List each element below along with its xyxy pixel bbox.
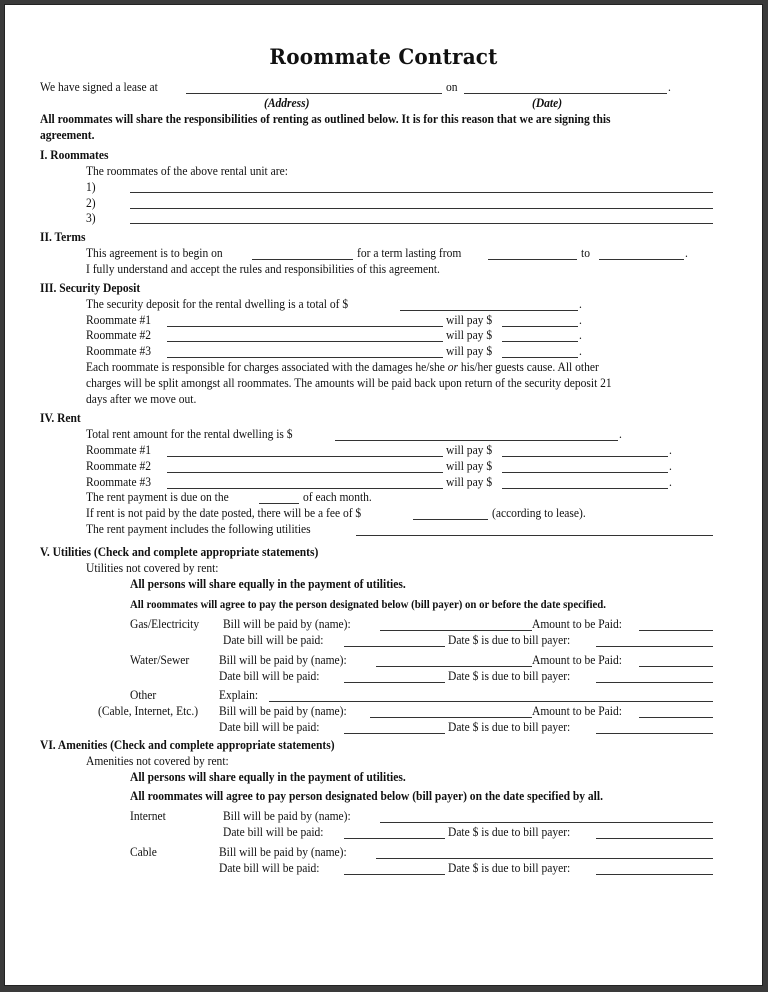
on-text: on [446,80,458,94]
utilities-heading: V. Utilities (Check and complete appropriate statements) [40,545,319,559]
rent-roommate-2-pay: will pay $ [446,459,493,473]
rent-total-field[interactable] [335,440,618,441]
security-roommate-1-name-field[interactable] [167,326,443,327]
rent-due-text: The rent payment is due on the [86,490,229,504]
rent-roommate-3-name-field[interactable] [167,488,443,489]
period: . [685,246,688,260]
water-bill-payer-field[interactable] [376,666,532,667]
security-paragraph-line2: charges will be split amongst all roommates. The amounts will be paid back upon return of the security deposit 21 [86,376,612,390]
utilities-share-equally: All persons will share equally in the payment of utilities. [130,577,406,591]
other-date-paid-field[interactable] [344,733,445,734]
roommate-2-name-field[interactable] [130,208,713,209]
begin-date-field[interactable] [252,259,353,260]
roommate-1-name-field[interactable] [130,192,713,193]
security-total-text: The security deposit for the rental dwelling is a total of $ [86,297,349,311]
rent-utilities-field[interactable] [356,535,713,536]
period: . [619,427,622,441]
other-explain-field[interactable] [269,701,713,702]
period: . [579,297,582,311]
water-date-due-label: Date $ is due to bill payer: [448,669,571,683]
page-title: Roommate Contract [269,44,498,69]
security-paragraph-line3: days after we move out. [86,392,197,406]
other-sublabel: (Cable, Internet, Etc.) [98,704,199,718]
security-roommate-3-name-field[interactable] [167,357,443,358]
rent-roommate-3-amount-field[interactable] [502,488,668,489]
gas-amount-field[interactable] [639,630,713,631]
period: . [669,459,672,473]
gas-amount-label: Amount to be Paid: [532,617,622,631]
rent-due-day-field[interactable] [259,503,299,504]
intro-statement-line1: All roommates will share the responsibilities of renting as outlined below. It is for this reason that we are signing this [40,112,611,126]
other-amount-label: Amount to be Paid: [532,704,622,718]
roommate-item-1-label: 1) [86,180,96,194]
internet-date-due-field[interactable] [596,838,713,839]
other-bill-payer-field[interactable] [370,717,532,718]
gas-electricity-label: Gas/Electricity [130,617,200,631]
other-amount-field[interactable] [639,717,713,718]
security-roommate-1-amount-field[interactable] [502,326,578,327]
security-roommate-3-pay: will pay $ [446,344,493,358]
lease-text: We have signed a lease at [40,80,158,94]
water-amount-label: Amount to be Paid: [532,653,622,667]
terms-heading: II. Terms [40,230,86,244]
gas-bill-payer-field[interactable] [380,630,532,631]
water-date-paid-label: Date bill will be paid: [219,669,320,683]
internet-date-paid-field[interactable] [344,838,445,839]
term-to-field[interactable] [599,259,684,260]
internet-label: Internet [130,809,166,823]
rent-roommate-2-name-field[interactable] [167,472,443,473]
rent-roommate-1-amount-field[interactable] [502,456,668,457]
rent-roommate-1-name-field[interactable] [167,456,443,457]
roommates-heading: I. Roommates [40,148,109,162]
water-date-paid-field[interactable] [344,682,445,683]
gas-date-due-label: Date $ is due to bill payer: [448,633,571,647]
cable-date-paid-field[interactable] [344,874,445,875]
terms-term-text: for a term lasting from [357,246,462,260]
other-label: Other [130,688,157,702]
security-roommate-2-label: Roommate #2 [86,328,151,342]
rent-heading: IV. Rent [40,411,81,425]
address-field[interactable] [186,93,442,94]
internet-date-due-label: Date $ is due to bill payer: [448,825,571,839]
amenities-not-covered: Amenities not covered by rent: [86,754,229,768]
late-fee-field[interactable] [413,519,488,520]
roommate-3-name-field[interactable] [130,223,713,224]
gas-date-paid-field[interactable] [344,646,445,647]
address-caption: (Address) [264,96,310,110]
other-date-due-field[interactable] [596,733,713,734]
period: . [669,443,672,457]
lease-date-field[interactable] [464,93,667,94]
security-roommate-2-name-field[interactable] [167,341,443,342]
security-heading: III. Security Deposit [40,281,141,295]
gas-date-due-field[interactable] [596,646,713,647]
other-bill-paid-by-label: Bill will be paid by (name): [219,704,347,718]
internet-bill-payer-field[interactable] [380,822,713,823]
document-page [4,4,763,986]
rent-roommate-2-label: Roommate #2 [86,459,151,473]
cable-date-paid-label: Date bill will be paid: [219,861,320,875]
rent-roommate-3-label: Roommate #3 [86,475,151,489]
gas-bill-paid-by-label: Bill will be paid by (name): [223,617,351,631]
security-roommate-3-amount-field[interactable] [502,357,578,358]
period: . [669,475,672,489]
period: . [579,313,582,327]
terms-to-text: to [581,246,590,260]
rent-total-text: Total rent amount for the rental dwelling is $ [86,427,293,441]
rent-fee-text-2: (according to lease). [492,506,586,520]
security-total-field[interactable] [400,310,578,311]
period: . [579,328,582,342]
term-from-field[interactable] [488,259,577,260]
other-date-due-label: Date $ is due to bill payer: [448,720,571,734]
water-bill-paid-by-label: Bill will be paid by (name): [219,653,347,667]
security-roommate-2-amount-field[interactable] [502,341,578,342]
rent-due-text-2: of each month. [303,490,372,504]
rent-roommate-1-pay: will pay $ [446,443,493,457]
period: . [579,344,582,358]
rent-roommate-3-pay: will pay $ [446,475,493,489]
rent-fee-text: If rent is not paid by the date posted, there will be a fee of $ [86,506,362,520]
roommates-text: The roommates of the above rental unit are: [86,164,288,178]
internet-bill-paid-by-label: Bill will be paid by (name): [223,809,351,823]
date-caption: (Date) [532,96,563,110]
cable-date-due-field[interactable] [596,874,713,875]
roommate-item-2-label: 2) [86,196,96,210]
period: . [668,80,671,94]
cable-bill-paid-by-label: Bill will be paid by (name): [219,845,347,859]
security-roommate-1-label: Roommate #1 [86,313,151,327]
internet-date-paid-label: Date bill will be paid: [223,825,324,839]
amenities-share-equally: All persons will share equally in the payment of utilities. [130,770,406,784]
amenities-agree-text: All roommates will agree to pay person designated below (bill payer) on the date specified by all. [130,789,603,803]
terms-begin-text: This agreement is to begin on [86,246,223,260]
security-roommate-1-pay: will pay $ [446,313,493,327]
other-explain-label: Explain: [219,688,259,702]
water-sewer-label: Water/Sewer [130,653,190,667]
cable-date-due-label: Date $ is due to bill payer: [448,861,571,875]
cable-bill-payer-field[interactable] [376,858,713,859]
utilities-not-covered: Utilities not covered by rent: [86,561,219,575]
roommate-item-3-label: 3) [86,211,96,225]
utilities-agree-text: All roommates will agree to pay the person designated below (bill payer) on or before the date specified. [130,598,606,611]
rent-roommate-2-amount-field[interactable] [502,472,668,473]
amenities-heading: VI. Amenities (Check and complete appropriate statements) [40,738,335,752]
intro-statement-line2: agreement. [40,128,95,142]
water-date-due-field[interactable] [596,682,713,683]
cable-label: Cable [130,845,157,859]
other-date-paid-label: Date bill will be paid: [219,720,320,734]
terms-accept-text: I fully understand and accept the rules and responsibilities of this agreement. [86,262,440,276]
water-amount-field[interactable] [639,666,713,667]
security-paragraph-line1: Each roommate is responsible for charges associated with the damages he/she or his/her guests cause. All other [86,360,599,374]
gas-date-paid-label: Date bill will be paid: [223,633,324,647]
security-roommate-2-pay: will pay $ [446,328,493,342]
rent-roommate-1-label: Roommate #1 [86,443,151,457]
security-roommate-3-label: Roommate #3 [86,344,151,358]
rent-utilities-text: The rent payment includes the following utilities [86,522,311,536]
